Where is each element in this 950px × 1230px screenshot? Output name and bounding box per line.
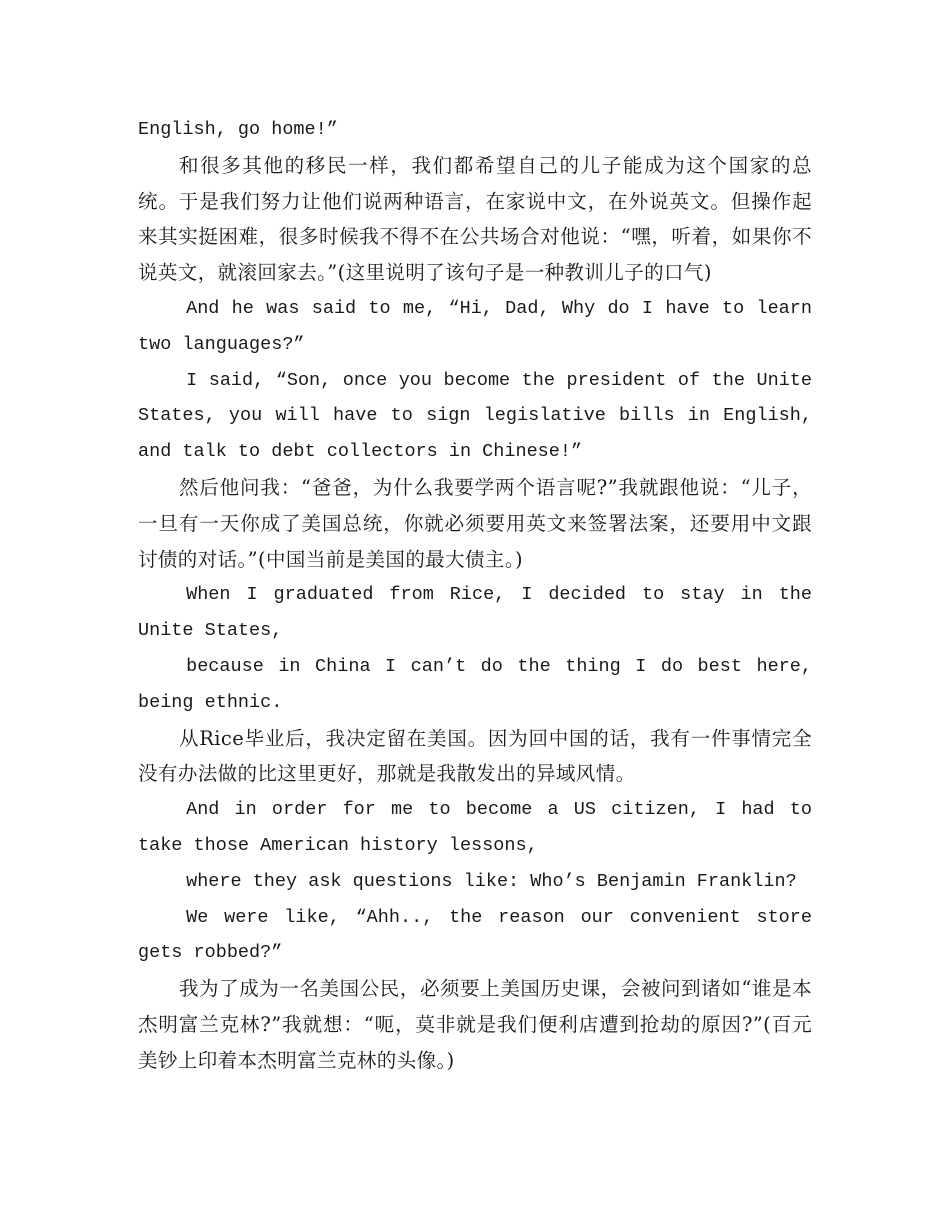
paragraph-en-store-robbed: We were like, “Ahh.., the reason our convenient store gets robbed?”: [138, 906, 812, 964]
paragraph-zh-president-bills: 然后他问我：“爸爸，为什么我要学两个语言呢?”我就跟他说：“儿子，一旦有一天你成了美国总统，你就必须要用英文来签署法案，还要用中文跟讨债的对话。”(中国当前是美国的最大债主。): [138, 475, 812, 571]
paragraph-zh-graduated-rice: 从Rice毕业后，我决定留在美国。因为回中国的话，我有一件事情完全没有办法做的比这里更好，那就是我散发出的异域风情。: [138, 726, 812, 786]
paragraph-en-graduated-rice: When I graduated from Rice, I decided to stay in the Unite States,: [138, 584, 812, 642]
paragraph-en-president-bills: I said, “Son, once you become the president of the Unite States, you will have to sign legislative bills in English, and talk to debt collectors in Chinese!”: [138, 369, 812, 463]
document-page: [138, 112, 812, 1079]
paragraph-en-two-languages: And he was said to me, “Hi, Dad, Why do I have to learn two languages?”: [138, 297, 812, 355]
paragraph-en-franklin-question: where they ask questions like: Who’s Benjamin Franklin?: [186, 870, 797, 892]
paragraph-en-citizen-history: And in order for me to become a US citizen, I had to take those American history lessons,: [138, 799, 812, 856]
paragraph-zh-franklin: 我为了成为一名美国公民，必须要上美国历史课，会被问到诸如“谁是本杰明富兰克林?”我就想：“呃，莫非就是我们便利店遭到抢劫的原因?”(百元美钞上印着本杰明富兰克林的头像。): [138, 977, 812, 1072]
paragraph-zh-immigrant-president: 和很多其他的移民一样，我们都希望自己的儿子能成为这个国家的总统。于是我们努力让他们说两种语言，在家说中文，在外说英文。但操作起来其实挺困难，很多时候我不得不在公共场合对他说：“嘿，听着，如果你不说英文，就滚回家去。”(这里说明了该句子是一种教训儿子的口气): [138, 153, 812, 285]
paragraph-en-being-ethnic: because in China I can’t do the thing I do best here, being ethnic.: [138, 655, 812, 713]
paragraph-english-go-home: English, go home!”: [138, 119, 338, 140]
